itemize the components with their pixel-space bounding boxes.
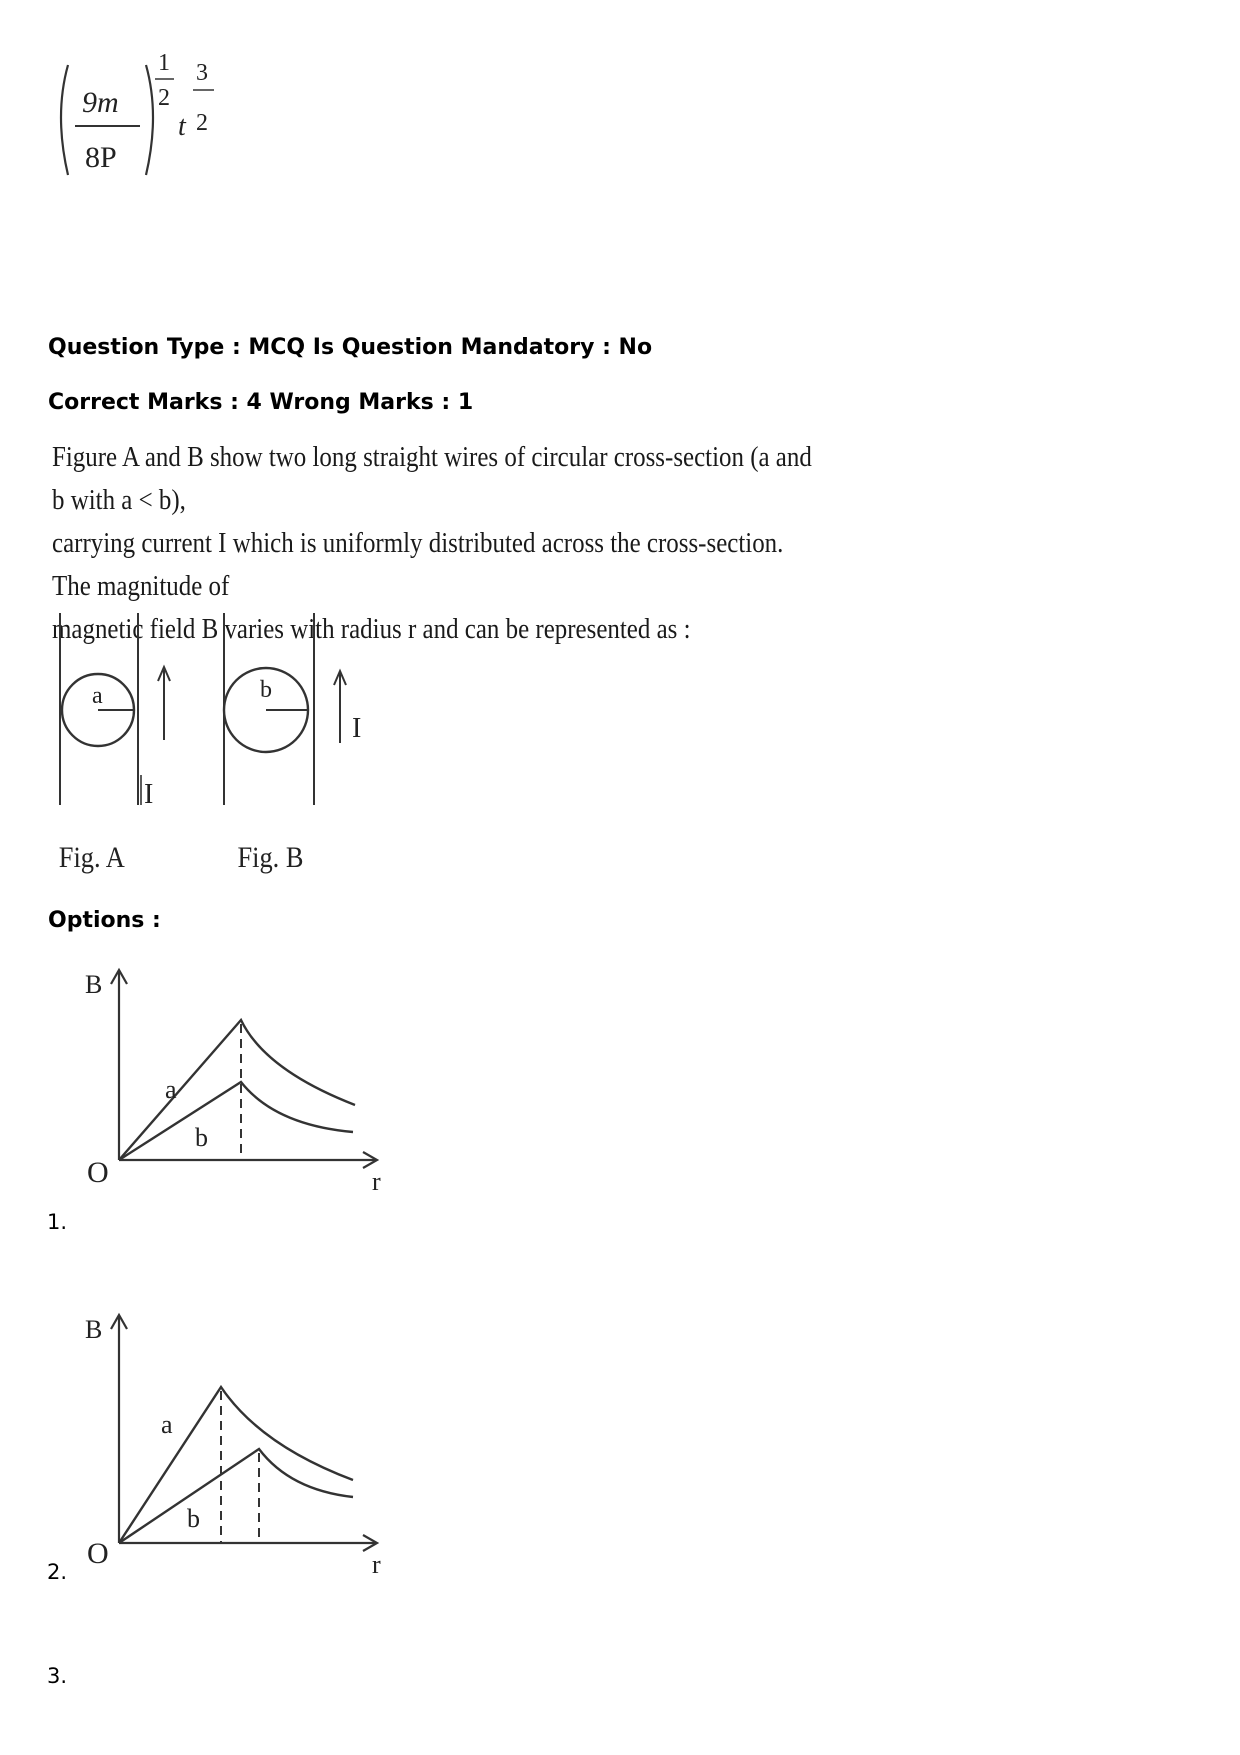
option-1-curve-label-a: a xyxy=(165,1075,177,1104)
current-label-a: I xyxy=(144,779,154,810)
current-label-b: I xyxy=(352,713,362,744)
caption-fig-b: Fig. B xyxy=(237,841,304,875)
formula-var: t xyxy=(178,111,186,142)
question-text-line-1: Figure A and B show two long straight wires of circular cross-section (a and b with a < b), xyxy=(52,441,812,516)
curve-b xyxy=(119,1449,353,1543)
option-1-curve-label-b: b xyxy=(195,1123,208,1152)
wire-figures xyxy=(50,605,380,885)
option-3-number: 3. xyxy=(47,1664,68,1688)
option-2-x-axis-label: r xyxy=(372,1550,381,1575)
question-text-line-2: carrying current I which is uniformly distributed across the cross-section. The magnitude of xyxy=(52,527,784,602)
radius-label-b: b xyxy=(260,677,272,703)
question-text-line-3: magnetic field B varies with radius r and can be represented as : xyxy=(52,613,691,645)
formula-numerator: 9m xyxy=(82,86,119,119)
options-label: Options : xyxy=(48,908,161,933)
question-type-line: Question Type : MCQ Is Question Mandatory : No xyxy=(48,335,653,360)
option-2-graph[interactable] xyxy=(75,1305,395,1575)
option-2-number: 2. xyxy=(47,1560,68,1584)
option-1-graph[interactable] xyxy=(75,960,395,1230)
option-1-y-axis-label: B xyxy=(85,970,103,999)
option-1-origin-label: O xyxy=(87,1156,109,1189)
previous-option-formula xyxy=(50,50,250,190)
option-1-number: 1. xyxy=(47,1210,68,1234)
radius-label-a: a xyxy=(92,683,103,709)
curve-a xyxy=(119,1020,355,1160)
option-2-y-axis-label: B xyxy=(85,1315,103,1344)
formula-t-exp-den: 2 xyxy=(196,110,208,136)
formula-t-exp-num: 3 xyxy=(196,60,208,86)
formula-exp-num: 1 xyxy=(158,50,170,76)
option-2-curve-label-b: b xyxy=(187,1504,200,1533)
formula-denominator: 8P xyxy=(85,141,117,174)
option-2-origin-label: O xyxy=(87,1537,109,1570)
option-1-x-axis-label: r xyxy=(372,1167,381,1196)
formula-exp-den: 2 xyxy=(158,85,170,111)
marks-line: Correct Marks : 4 Wrong Marks : 1 xyxy=(48,390,474,415)
caption-fig-a: Fig. A xyxy=(58,841,125,875)
option-2-curve-label-a: a xyxy=(161,1410,173,1439)
